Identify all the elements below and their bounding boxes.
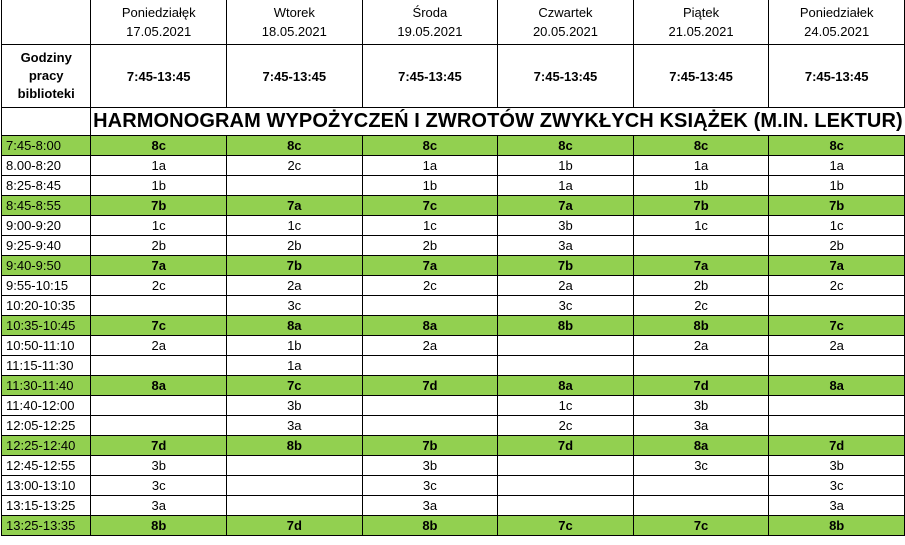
class-cell: 2a	[91, 336, 227, 356]
class-cell	[498, 496, 634, 516]
slot-time: 8.00-8:20	[2, 156, 91, 176]
class-cell	[769, 356, 905, 376]
class-cell: 1b	[91, 176, 227, 196]
slot-row	[2, 156, 905, 176]
class-cell: 7b	[633, 196, 769, 216]
class-cell: 3a	[227, 416, 363, 436]
slot-time: 11:15-11:30	[2, 356, 91, 376]
class-cell	[362, 296, 498, 316]
class-cell: 7d	[362, 376, 498, 396]
day-name: Poniedziałęk	[121, 5, 196, 20]
class-cell: 1b	[498, 156, 634, 176]
slot-row	[2, 236, 905, 256]
library-hours: 7:45-13:45	[362, 45, 498, 108]
slot-time: 12:25-12:40	[2, 436, 91, 456]
class-cell	[633, 356, 769, 376]
class-cell: 1a	[91, 156, 227, 176]
class-cell: 3c	[362, 476, 498, 496]
class-cell: 2b	[227, 236, 363, 256]
slot-row	[2, 376, 905, 396]
class-cell: 2b	[91, 236, 227, 256]
day-date: 24.05.2021	[804, 24, 870, 39]
class-cell: 7d	[227, 516, 363, 536]
class-cell: 1b	[227, 336, 363, 356]
class-cell: 2a	[498, 276, 634, 296]
class-cell: 1a	[362, 156, 498, 176]
class-cell: 7b	[498, 256, 634, 276]
class-cell	[769, 416, 905, 436]
class-cell	[362, 396, 498, 416]
class-cell: 3c	[91, 476, 227, 496]
class-cell	[498, 336, 634, 356]
library-hours: 7:45-13:45	[633, 45, 769, 108]
class-cell: 2c	[633, 296, 769, 316]
slot-time: 11:40-12:00	[2, 396, 91, 416]
class-cell: 8b	[769, 516, 905, 536]
day-header-row	[2, 0, 905, 45]
class-cell	[498, 356, 634, 376]
class-cell: 7a	[91, 256, 227, 276]
class-cell: 8c	[91, 136, 227, 156]
class-cell	[227, 456, 363, 476]
day-name: Piątek	[682, 5, 720, 20]
slot-row	[2, 436, 905, 456]
slot-row	[2, 316, 905, 336]
day-header	[362, 0, 498, 45]
class-cell	[362, 356, 498, 376]
slot-row	[2, 196, 905, 216]
class-cell: 7c	[769, 316, 905, 336]
class-cell	[362, 416, 498, 436]
schedule-table	[1, 0, 905, 536]
slot-row	[2, 496, 905, 516]
class-cell: 1b	[362, 176, 498, 196]
schedule-body	[2, 0, 905, 536]
slot-time: 9:00-9:20	[2, 216, 91, 236]
class-cell	[769, 396, 905, 416]
class-cell: 7a	[769, 256, 905, 276]
class-cell: 7a	[498, 196, 634, 216]
slot-time: 10:20-10:35	[2, 296, 91, 316]
class-cell: 3a	[633, 416, 769, 436]
slot-time: 11:30-11:40	[2, 376, 91, 396]
class-cell: 8b	[498, 316, 634, 336]
day-header	[633, 0, 769, 45]
class-cell: 7c	[362, 196, 498, 216]
class-cell: 7b	[362, 436, 498, 456]
title-spacer	[2, 108, 91, 136]
class-cell: 2c	[498, 416, 634, 436]
class-cell: 2a	[362, 336, 498, 356]
slot-time: 12:05-12:25	[2, 416, 91, 436]
slot-time: 9:55-10:15	[2, 276, 91, 296]
class-cell: 7b	[227, 256, 363, 276]
class-cell: 1c	[227, 216, 363, 236]
class-cell: 8c	[227, 136, 363, 156]
class-cell: 1b	[633, 176, 769, 196]
day-header	[227, 0, 363, 45]
class-cell: 1b	[769, 176, 905, 196]
class-cell	[498, 476, 634, 496]
slot-row	[2, 456, 905, 476]
class-cell: 8b	[227, 436, 363, 456]
day-header	[91, 0, 227, 45]
class-cell: 3a	[362, 496, 498, 516]
class-cell: 8a	[633, 436, 769, 456]
class-cell: 7b	[769, 196, 905, 216]
day-name: Środa	[412, 5, 448, 20]
slot-row	[2, 256, 905, 276]
class-cell: 7c	[633, 516, 769, 536]
class-cell: 3a	[498, 236, 634, 256]
class-cell	[769, 296, 905, 316]
class-cell	[633, 236, 769, 256]
class-cell: 7d	[769, 436, 905, 456]
class-cell: 7c	[498, 516, 634, 536]
day-name: Czwartek	[538, 5, 593, 20]
class-cell: 3c	[227, 296, 363, 316]
class-cell: 2a	[769, 336, 905, 356]
class-cell: 2c	[362, 276, 498, 296]
class-cell: 1c	[498, 396, 634, 416]
slot-time: 9:25-9:40	[2, 236, 91, 256]
library-hours: 7:45-13:45	[227, 45, 363, 108]
hours-row	[2, 45, 905, 108]
slot-time: 10:35-10:45	[2, 316, 91, 336]
class-cell: 2b	[769, 236, 905, 256]
slot-time: 8:45-8:55	[2, 196, 91, 216]
class-cell: 8b	[91, 516, 227, 536]
class-cell	[633, 496, 769, 516]
class-cell: 7c	[227, 376, 363, 396]
slot-row	[2, 296, 905, 316]
class-cell: 3c	[633, 456, 769, 476]
class-cell: 8c	[769, 136, 905, 156]
class-cell: 3b	[91, 456, 227, 476]
class-cell: 7d	[498, 436, 634, 456]
slot-row	[2, 136, 905, 156]
library-hours: 7:45-13:45	[498, 45, 634, 108]
class-cell: 3a	[91, 496, 227, 516]
slot-time: 13:25-13:35	[2, 516, 91, 536]
class-cell	[633, 476, 769, 496]
class-cell: 8a	[498, 376, 634, 396]
class-cell: 3b	[362, 456, 498, 476]
day-header	[498, 0, 634, 45]
class-cell: 1c	[769, 216, 905, 236]
class-cell: 8a	[362, 316, 498, 336]
class-cell: 8c	[362, 136, 498, 156]
class-cell: 7a	[633, 256, 769, 276]
slot-row	[2, 216, 905, 236]
day-header	[769, 0, 905, 45]
day-date: 20.05.2021	[532, 24, 599, 39]
class-cell	[227, 476, 363, 496]
class-cell: 1a	[769, 156, 905, 176]
class-cell: 1c	[362, 216, 498, 236]
class-cell	[227, 176, 363, 196]
class-cell	[91, 396, 227, 416]
class-cell: 8b	[633, 316, 769, 336]
class-cell: 7d	[91, 436, 227, 456]
class-cell: 3b	[769, 456, 905, 476]
class-cell: 1a	[633, 156, 769, 176]
class-cell: 3c	[498, 296, 634, 316]
class-cell	[91, 296, 227, 316]
class-cell: 3b	[633, 396, 769, 416]
slot-row	[2, 516, 905, 536]
class-cell: 3b	[498, 216, 634, 236]
class-cell: 1c	[633, 216, 769, 236]
class-cell: 2c	[91, 276, 227, 296]
class-cell: 7a	[227, 196, 363, 216]
class-cell: 8c	[498, 136, 634, 156]
schedule-title: HARMONOGRAM WYPOŻYCZEŃ I ZWROTÓW ZWYKŁYCH KSIĄŻEK (M.IN. LEKTUR)	[91, 108, 905, 136]
class-cell: 2b	[633, 276, 769, 296]
class-cell: 7a	[362, 256, 498, 276]
class-cell: 7b	[91, 196, 227, 216]
class-cell: 2a	[227, 276, 363, 296]
day-name: Wtorek	[273, 5, 315, 20]
slot-row	[2, 176, 905, 196]
slot-time: 13:00-13:10	[2, 476, 91, 496]
slot-time: 13:15-13:25	[2, 496, 91, 516]
class-cell: 8b	[362, 516, 498, 536]
slot-row	[2, 416, 905, 436]
slot-time: 9:40-9:50	[2, 256, 91, 276]
day-date: 19.05.2021	[397, 24, 463, 39]
slot-row	[2, 396, 905, 416]
class-cell: 8a	[227, 316, 363, 336]
slot-time: 10:50-11:10	[2, 336, 91, 356]
slot-row	[2, 356, 905, 376]
class-cell	[498, 456, 634, 476]
day-date: 21.05.2021	[668, 24, 734, 39]
class-cell: 1c	[91, 216, 227, 236]
slot-time: 8:25-8:45	[2, 176, 91, 196]
corner-cell	[2, 0, 91, 45]
slot-time: 12:45-12:55	[2, 456, 91, 476]
class-cell: 8a	[91, 376, 227, 396]
class-cell: 3a	[769, 496, 905, 516]
class-cell: 8c	[633, 136, 769, 156]
class-cell: 1a	[227, 356, 363, 376]
day-name: Poniedziałek	[799, 5, 874, 20]
library-hours: 7:45-13:45	[769, 45, 905, 108]
slot-time: 7:45-8:00	[2, 136, 91, 156]
day-date: 18.05.2021	[261, 24, 327, 39]
slot-row	[2, 276, 905, 296]
class-cell: 7d	[633, 376, 769, 396]
library-hours: 7:45-13:45	[91, 45, 227, 108]
class-cell: 1a	[498, 176, 634, 196]
hours-label: Godziny pracy biblioteki	[2, 45, 91, 108]
class-cell: 3b	[227, 396, 363, 416]
class-cell: 8a	[769, 376, 905, 396]
slot-row	[2, 336, 905, 356]
class-cell	[227, 496, 363, 516]
slot-row	[2, 476, 905, 496]
class-cell: 2c	[227, 156, 363, 176]
day-date: 17.05.2021	[126, 24, 192, 39]
class-cell	[91, 356, 227, 376]
class-cell: 2b	[362, 236, 498, 256]
title-row	[2, 108, 905, 136]
class-cell	[91, 416, 227, 436]
class-cell: 3c	[769, 476, 905, 496]
class-cell: 7c	[91, 316, 227, 336]
class-cell: 2c	[769, 276, 905, 296]
class-cell: 2a	[633, 336, 769, 356]
